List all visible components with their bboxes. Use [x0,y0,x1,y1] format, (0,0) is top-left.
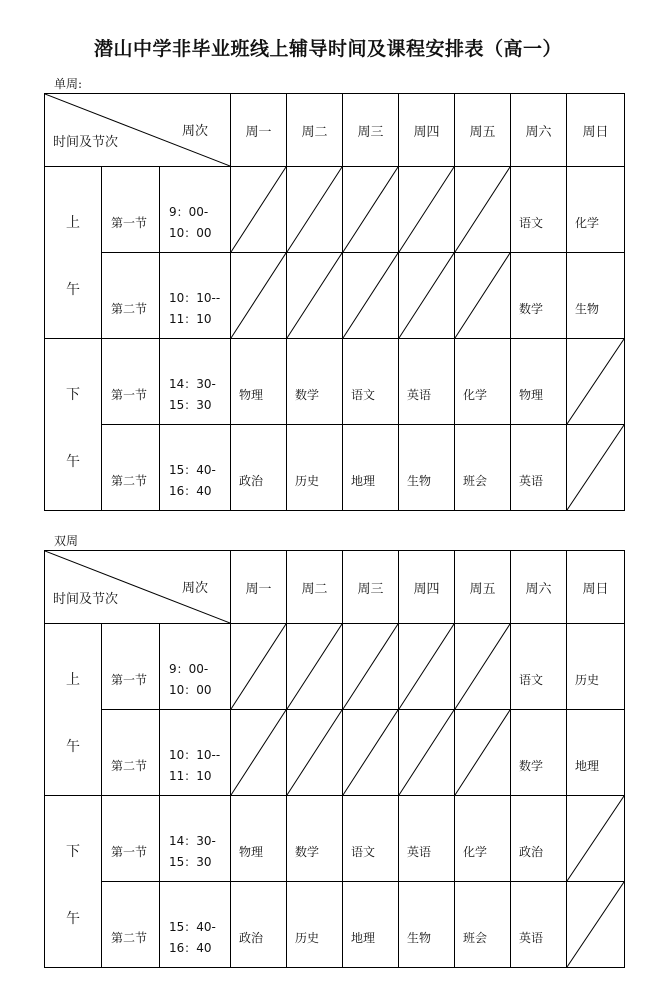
subject-cell: 化学 [567,167,625,253]
diagonal-slash [567,425,624,510]
subject-cell: 化学 [455,339,511,425]
subject-cell: 地理 [567,710,625,796]
table-row [45,710,625,796]
diagonal-slash [231,710,286,795]
diagonal-slash [343,624,398,709]
half-day-label: 上 [66,215,80,231]
day-header-mon: 周一 [231,551,287,624]
corner-label-week: 周次 [182,124,209,139]
subject-cell: 语文 [343,339,399,425]
diagonal-slash [231,253,286,338]
subject-cell: 数学 [287,339,343,425]
diagonal-slash [287,710,342,795]
time-cell: 9：00- 10：00 [160,167,231,253]
empty-slot-cell [455,167,511,253]
subject-cell: 数学 [511,710,567,796]
period-cell: 第一节 [102,624,160,710]
subject-cell: 化学 [455,796,511,882]
time-cell: 14：30- 15：30 [160,796,231,882]
half-day-label: 午 [66,739,80,755]
day-header-thu: 周四 [399,551,455,624]
diagonal-slash [455,167,510,252]
table-row [45,796,625,882]
subject-cell: 英语 [511,882,567,968]
empty-slot-cell [231,167,287,253]
subject-cell: 生物 [399,882,455,968]
subject-cell: 英语 [511,425,567,511]
diagonal-slash [287,624,342,709]
day-header-sat: 周六 [511,94,567,167]
empty-slot-cell [231,624,287,710]
period-cell: 第一节 [102,167,160,253]
empty-slot-cell [567,425,625,511]
empty-slot-cell [399,624,455,710]
empty-slot-cell [287,710,343,796]
table-row [45,167,625,253]
schedule-table-single-week [44,93,625,511]
subject-cell: 英语 [399,339,455,425]
diagonal-slash [231,624,286,709]
schedule-table-double-week [44,550,625,968]
subject-cell: 政治 [511,796,567,882]
diagonal-slash [287,167,342,252]
diagonal-slash [455,253,510,338]
empty-slot-cell [455,710,511,796]
day-header-thu: 周四 [399,94,455,167]
empty-slot-cell [287,624,343,710]
empty-slot-cell [567,882,625,968]
half-day-label: 下 [66,844,80,860]
period-cell: 第二节 [102,710,160,796]
period-cell: 第二节 [102,425,160,511]
subject-cell: 班会 [455,425,511,511]
empty-slot-cell [231,710,287,796]
diagonal-slash [567,339,624,424]
corner-label-time: 时间及节次 [53,592,119,607]
day-header-fri: 周五 [455,551,511,624]
diagonal-slash [231,167,286,252]
subject-cell: 政治 [231,425,287,511]
day-header-sat: 周六 [511,551,567,624]
diagonal-slash [455,624,510,709]
time-cell: 15：40- 16：40 [160,882,231,968]
section-label-double-week: 双周 [54,534,79,548]
subject-cell: 地理 [343,425,399,511]
table-row [45,339,625,425]
diagonal-slash [567,796,624,881]
subject-cell: 数学 [287,796,343,882]
diagonal-slash [399,624,454,709]
diagonal-slash [399,710,454,795]
empty-slot-cell [455,253,511,339]
subject-cell: 生物 [399,425,455,511]
half-day-cell-pm [45,796,102,968]
empty-slot-cell [567,796,625,882]
page-title: 潜山中学非毕业班线上辅导时间及课程安排表（高一） [93,38,562,60]
day-header-sun: 周日 [567,551,625,624]
day-header-tue: 周二 [287,94,343,167]
table-row [45,425,625,511]
subject-cell: 历史 [567,624,625,710]
empty-slot-cell [231,253,287,339]
diagonal-slash [287,253,342,338]
subject-cell: 语文 [343,796,399,882]
header-row [45,551,625,624]
diagonal-slash [343,167,398,252]
empty-slot-cell [343,253,399,339]
subject-cell: 物理 [511,339,567,425]
half-day-cell-am [45,167,102,339]
empty-slot-cell [399,167,455,253]
table-row [45,882,625,968]
subject-cell: 语文 [511,624,567,710]
corner-label-time: 时间及节次 [53,135,119,150]
empty-slot-cell [399,253,455,339]
subject-cell: 历史 [287,882,343,968]
header-row [45,94,625,167]
day-header-mon: 周一 [231,94,287,167]
period-cell: 第二节 [102,253,160,339]
period-cell: 第一节 [102,796,160,882]
empty-slot-cell [455,624,511,710]
half-day-label: 午 [66,911,80,927]
subject-cell: 物理 [231,339,287,425]
diagonal-slash [343,253,398,338]
empty-slot-cell [567,339,625,425]
half-day-label: 下 [66,387,80,403]
subject-cell: 数学 [511,253,567,339]
empty-slot-cell [343,624,399,710]
day-header-fri: 周五 [455,94,511,167]
subject-cell: 班会 [455,882,511,968]
empty-slot-cell [343,167,399,253]
half-day-label: 午 [66,454,80,470]
subject-cell: 英语 [399,796,455,882]
empty-slot-cell [399,710,455,796]
subject-cell: 语文 [511,167,567,253]
subject-cell: 历史 [287,425,343,511]
subject-cell: 地理 [343,882,399,968]
table-row [45,624,625,710]
time-cell: 9：00- 10：00 [160,624,231,710]
table-row [45,253,625,339]
half-day-label: 午 [66,282,80,298]
day-header-tue: 周二 [287,551,343,624]
period-cell: 第一节 [102,339,160,425]
empty-slot-cell [343,710,399,796]
corner-header-cell [45,94,231,167]
period-cell: 第二节 [102,882,160,968]
half-day-cell-pm [45,339,102,511]
half-day-label: 上 [66,672,80,688]
day-header-wed: 周三 [343,551,399,624]
subject-cell: 物理 [231,796,287,882]
day-header-wed: 周三 [343,94,399,167]
half-day-cell-am [45,624,102,796]
time-cell: 10：10-- 11：10 [160,253,231,339]
day-header-sun: 周日 [567,94,625,167]
corner-label-week: 周次 [182,581,209,596]
subject-cell: 生物 [567,253,625,339]
diagonal-slash [399,253,454,338]
diagonal-slash [567,882,624,967]
diagonal-slash [399,167,454,252]
empty-slot-cell [287,167,343,253]
subject-cell: 政治 [231,882,287,968]
section-label-single-week: 单周: [54,77,83,91]
diagonal-slash [455,710,510,795]
time-cell: 14：30- 15：30 [160,339,231,425]
time-cell: 10：10-- 11：10 [160,710,231,796]
corner-header-cell [45,551,231,624]
diagonal-slash [343,710,398,795]
time-cell: 15：40- 16：40 [160,425,231,511]
empty-slot-cell [287,253,343,339]
